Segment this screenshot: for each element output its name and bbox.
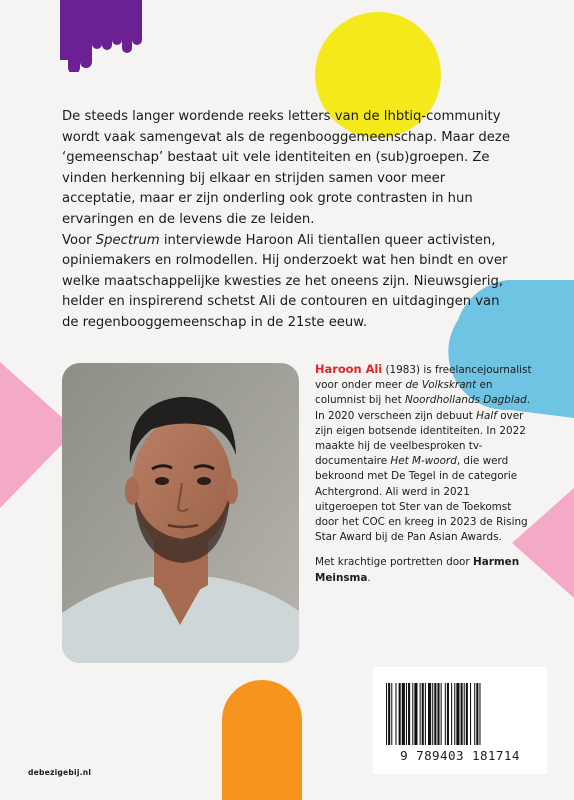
barcode-bars xyxy=(373,667,547,747)
author-bio xyxy=(315,362,533,586)
bio-text: Haroon Ali (1983) is freelancejournalist voor onder meer de Volkskrant en columnist bij het Noordhollands Dagblad. In 2020 verscheen zijn debuut Half over zijn eigen botsende identiteiten. In 2022 maakte hij de veelbesproken tv-documentaire Het M-woord, die werd bekroond met De Tegel in de categorie Achtergrond. Ali werd in 2021 uitgeroepen tot Ster van de Toekomst door het COC en kreeg in 2023 de Rising Star Award bij de Pan Asian Awards. xyxy=(315,362,532,544)
publisher-website: debezigebij.nl xyxy=(28,768,92,777)
purple-drip-shape xyxy=(60,0,142,72)
author-name: Haroon Ali xyxy=(315,362,383,376)
blurb-text xyxy=(62,107,520,334)
orange-half-circle-shape xyxy=(212,680,302,800)
author-photo xyxy=(62,363,299,663)
blurb-paragraph-1: De steeds langer wordende reeks letters van de lhbtiq-community wordt vaak samengevat als de regenbooggemeenschap. Maar deze ‘gemeenschap’ bestaat uit vele identiteiten en (sub)groepen. Ze vinden herkenning bij elkaar en strijden samen voor meer acceptatie, maar er zijn onderling ook grote contrasten in hun ervaringen en de levens die ze leiden. xyxy=(62,109,510,227)
book-title: Spectrum xyxy=(95,232,160,248)
photo-credit: Met krachtige portretten door Harmen Meinsma. xyxy=(315,556,520,584)
isbn-number: 9 789403 181714 xyxy=(400,748,520,763)
isbn-barcode xyxy=(373,667,547,774)
photographer-name: Harmen Meinsma xyxy=(315,556,520,584)
blurb-paragraph-2: Voor Spectrum interviewde Haroon Ali tientallen queer activisten, opiniemakers en rolmodellen. Hij onderzoekt wat hen bindt en over welke maatschappelijke kwesties ze het oneens zijn. Nieuwsgierig, helder en inspirerend schetst Ali de contouren en uitdagingen van de regenbooggemeenschap in de 21ste eeuw. xyxy=(62,232,508,330)
